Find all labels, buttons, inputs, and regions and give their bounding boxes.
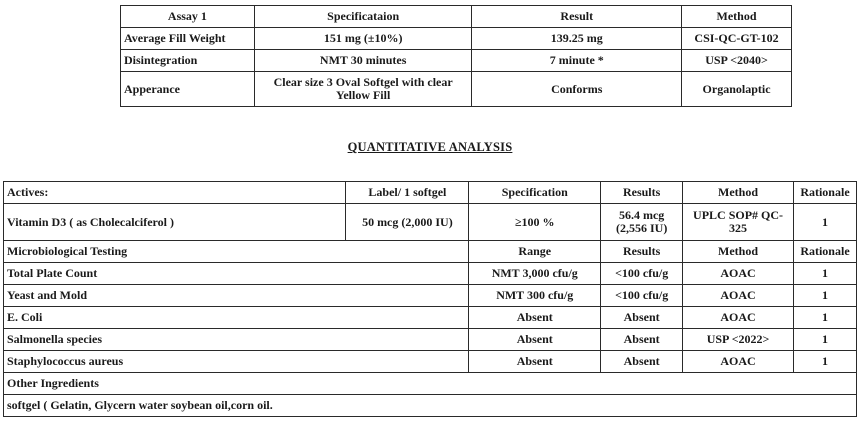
active-name-cell: Vitamin D3 ( as Cholecalciferol ) xyxy=(4,204,346,241)
table-row xyxy=(4,204,857,241)
other-ingredients-header: Other Ingredients xyxy=(4,373,857,395)
assay-spec-cell: 151 mg (±10%) xyxy=(254,28,472,50)
other-ingredients-row xyxy=(4,395,857,417)
actives-header-cell: Specification xyxy=(469,182,601,204)
active-result-cell: 56.4 mcg (2,556 IU) xyxy=(601,204,683,241)
micro-test-cell: Yeast and Mold xyxy=(4,285,469,307)
table-row xyxy=(121,72,792,107)
assay-result-cell: 139.25 mg xyxy=(472,28,682,50)
micro-header-cell: Method xyxy=(683,241,794,263)
table-row xyxy=(4,307,857,329)
assay-name-cell: Average Fill Weight xyxy=(121,28,255,50)
micro-range-cell: Absent xyxy=(469,351,601,373)
micro-method-cell: AOAC xyxy=(683,263,794,285)
micro-rationale-cell: 1 xyxy=(793,285,856,307)
actives-header-cell: Method xyxy=(683,182,794,204)
quantitative-table xyxy=(3,181,857,417)
actives-header-cell: Label/ 1 softgel xyxy=(346,182,469,204)
assay-method-cell: USP <2040> xyxy=(682,50,792,72)
assay-method-cell: CSI-QC-GT-102 xyxy=(682,28,792,50)
assay-result-cell: 7 minute * xyxy=(472,50,682,72)
assay-table xyxy=(120,5,792,107)
micro-range-cell: Absent xyxy=(469,329,601,351)
micro-header-row xyxy=(4,241,857,263)
micro-header-cell: Microbiological Testing xyxy=(4,241,469,263)
other-ingredients-text: softgel ( Gelatin, Glycern water soybean oil,corn oil. xyxy=(4,395,857,417)
assay-result-cell: Conforms xyxy=(472,72,682,107)
micro-result-cell: Absent xyxy=(601,329,683,351)
micro-range-cell: NMT 3,000 cfu/g xyxy=(469,263,601,285)
assay-header-row xyxy=(121,6,792,28)
micro-result-cell: Absent xyxy=(601,307,683,329)
table-row xyxy=(4,263,857,285)
active-label-cell: 50 mcg (2,000 IU) xyxy=(346,204,469,241)
micro-range-cell: NMT 300 cfu/g xyxy=(469,285,601,307)
micro-header-cell: Range xyxy=(469,241,601,263)
micro-rationale-cell: 1 xyxy=(793,263,856,285)
micro-rationale-cell: 1 xyxy=(793,329,856,351)
micro-method-cell: AOAC xyxy=(683,351,794,373)
other-ingredients-header-row xyxy=(4,373,857,395)
table-row xyxy=(121,50,792,72)
actives-header-cell: Rationale xyxy=(793,182,856,204)
active-rationale-cell: 1 xyxy=(793,204,856,241)
micro-result-cell: <100 cfu/g xyxy=(601,285,683,307)
micro-header-cell: Rationale xyxy=(793,241,856,263)
micro-method-cell: AOAC xyxy=(683,285,794,307)
assay-method-cell: Organolaptic xyxy=(682,72,792,107)
section-title: QUANTITATIVE ANALYSIS xyxy=(347,140,513,154)
active-spec-cell: ≥100 % xyxy=(469,204,601,241)
assay-name-cell: Disintegration xyxy=(121,50,255,72)
actives-header-cell: Results xyxy=(601,182,683,204)
micro-test-cell: Salmonella species xyxy=(4,329,469,351)
assay-header-cell: Method xyxy=(682,6,792,28)
assay-header-cell: Specificataion xyxy=(254,6,472,28)
assay-header-cell: Result xyxy=(472,6,682,28)
table-row xyxy=(4,351,857,373)
micro-result-cell: Absent xyxy=(601,351,683,373)
micro-rationale-cell: 1 xyxy=(793,307,856,329)
micro-rationale-cell: 1 xyxy=(793,351,856,373)
assay-name-cell: Apperance xyxy=(121,72,255,107)
micro-result-cell: <100 cfu/g xyxy=(601,263,683,285)
actives-header-cell: Actives: xyxy=(4,182,346,204)
micro-range-cell: Absent xyxy=(469,307,601,329)
assay-spec-cell: Clear size 3 Oval Softgel with clear Yellow Fill xyxy=(254,72,472,107)
actives-header-row xyxy=(4,182,857,204)
table-row xyxy=(4,329,857,351)
micro-test-cell: Total Plate Count xyxy=(4,263,469,285)
assay-header-cell: Assay 1 xyxy=(121,6,255,28)
active-method-cell: UPLC SOP# QC-325 xyxy=(683,204,794,241)
micro-method-cell: AOAC xyxy=(683,307,794,329)
micro-header-cell: Results xyxy=(601,241,683,263)
micro-test-cell: E. Coli xyxy=(4,307,469,329)
assay-spec-cell: NMT 30 minutes xyxy=(254,50,472,72)
table-row xyxy=(4,285,857,307)
table-row xyxy=(121,28,792,50)
micro-test-cell: Staphylococcus aureus xyxy=(4,351,469,373)
micro-method-cell: USP <2022> xyxy=(683,329,794,351)
